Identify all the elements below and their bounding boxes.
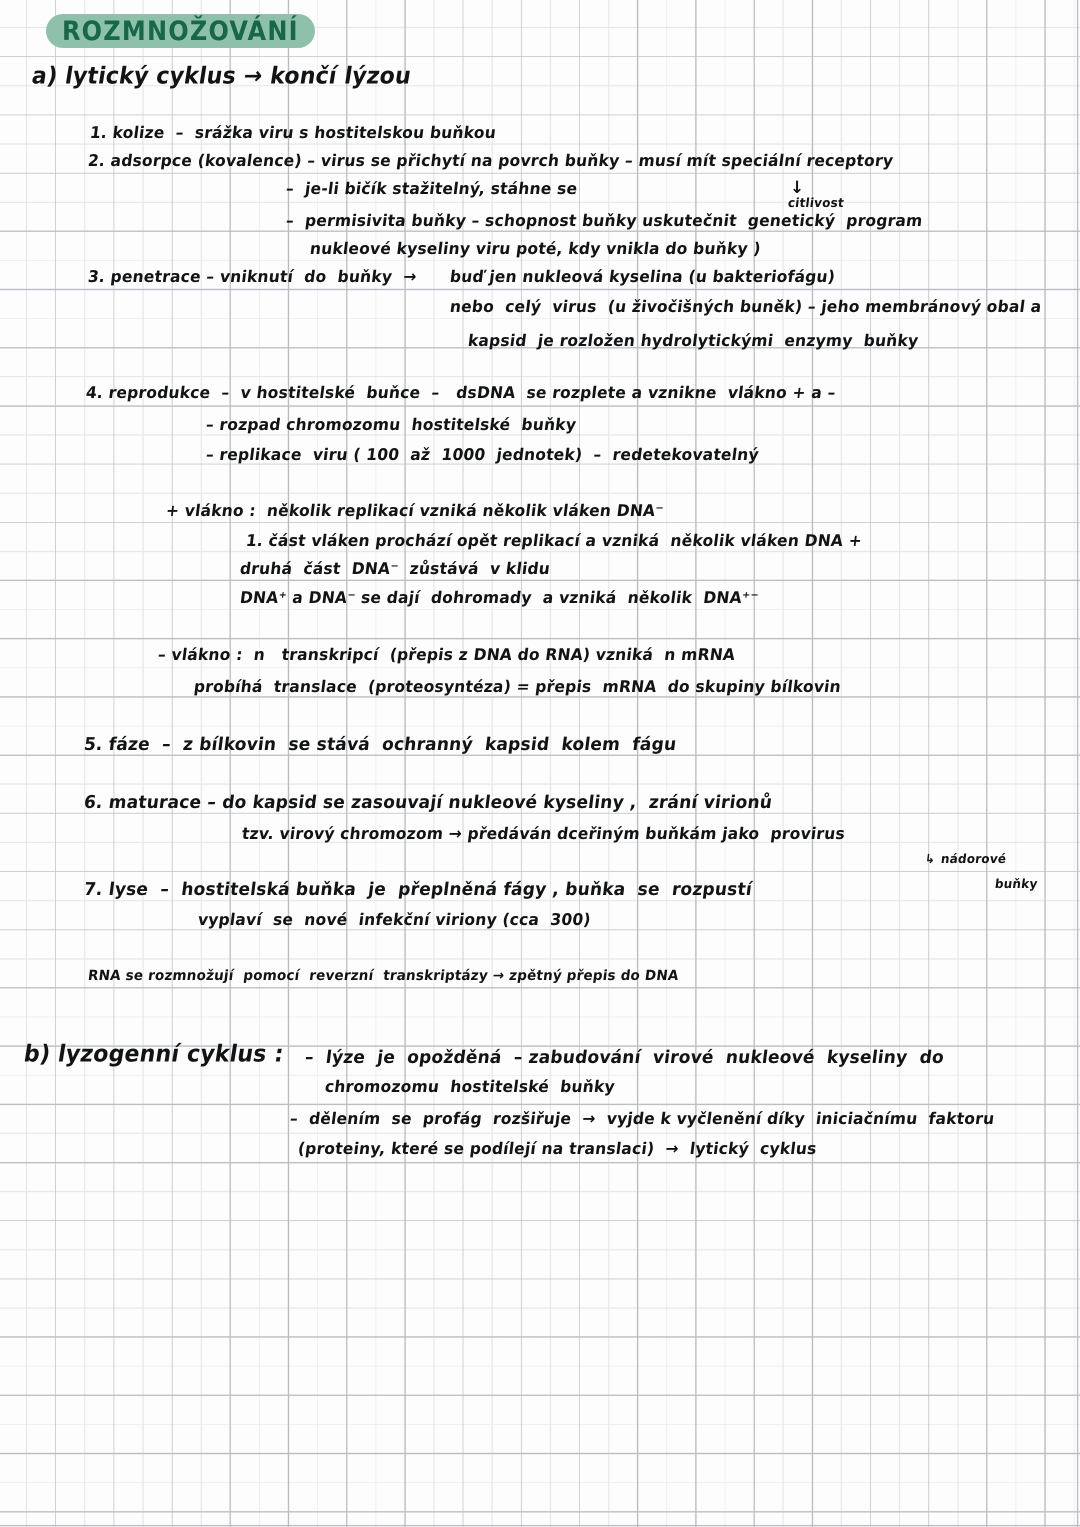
nadorove-annotation-2: buňky xyxy=(994,876,1039,892)
step-2-bullet-1: – je-li bičík stažitelný, stáhne se xyxy=(284,179,579,199)
section-b-bullet-2-line-2: (proteiny, které se podílejí na translaci) → lytický cyklus xyxy=(296,1139,818,1159)
section-a-heading: a) lytický cyklus → končí lýzou xyxy=(29,63,414,90)
plus-strand-line-3: druhá část DNA⁻ zůstává v klidu xyxy=(238,559,552,579)
section-b-heading: b) lyzogenní cyklus : xyxy=(21,1041,286,1068)
nadorove-annotation: nádorové xyxy=(940,851,1008,867)
plus-strand-line-1: + vlákno : několik replikací vzniká několik vláken DNA⁻ xyxy=(164,501,665,521)
step-4-bullet-2: – replikace viru ( 100 až 1000 jednotek) – redetekovatelný xyxy=(204,445,760,465)
nadorove-arrow-icon: ↳ xyxy=(924,851,937,867)
section-b-bullet-1-line-2: chromozomu hostitelské buňky xyxy=(323,1077,616,1097)
step-7-cont-1: vyplaví se nové infekční viriony (cca 300) xyxy=(196,910,592,930)
step-1-kolize: 1. kolize – srážka viru s hostitelskou buňkou xyxy=(88,123,498,143)
step-3-cont-3: kapsid je rozložen hydrolytickými enzymy buňky xyxy=(466,331,920,351)
page-title: ROZMNOŽOVÁNÍ xyxy=(62,15,299,47)
minus-strand-line-2: probíhá translace (proteosyntéza) = přepis mRNA do skupiny bílkovin xyxy=(192,677,843,697)
minus-strand-line-1: – vlákno : n transkripcí (přepis z DNA do RNA) vzniká n mRNA xyxy=(156,645,737,665)
step-2-adsorpce: 2. adsorpce (kovalence) – virus se přichytí na povrch buňky – musí mít speciální receptory xyxy=(86,151,895,171)
step-3-cont-1: buď jen nukleová kyselina (u bakteriofágu) xyxy=(448,267,837,287)
step-2-bullet-3: nukleové kyseliny viru poté, kdy vnikla do buňky ) xyxy=(308,239,762,259)
page-title-highlight xyxy=(46,14,315,48)
citlivost-arrow-icon: ↓ xyxy=(790,178,805,198)
step-6-cont-1: tzv. virový chromozom → předáván dceřiným buňkám jako provirus xyxy=(240,824,847,844)
step-3-cont-2: nebo celý virus (u živočišných buněk) – jeho membránový obal a xyxy=(448,297,1043,317)
step-2-bullet-2: – permisivita buňky – schopnost buňky uskutečnit genetický program xyxy=(284,211,924,231)
step-4-reprodukce: 4. reprodukce – v hostitelské buňce – dsDNA se rozplete a vznikne vlákno + a – xyxy=(84,383,837,403)
step-4-bullet-1: – rozpad chromozomu hostitelské buňky xyxy=(204,415,578,435)
step-7-lyse: 7. lyse – hostitelská buňka je přeplněná fágy , buňka se rozpustí xyxy=(82,879,754,901)
section-b-bullet-2-line-1: – dělením se profág rozšiřuje → vyjde k vyčlenění díky iniciačnímu faktoru xyxy=(288,1109,996,1129)
step-5-faze: 5. fáze – z bílkovin se stává ochranný kapsid kolem fágu xyxy=(82,734,678,756)
plus-strand-line-4: DNA⁺ a DNA⁻ se dají dohromady a vzniká několik DNA⁺⁻ xyxy=(238,588,760,608)
section-b-bullet-1-line-1: – lýze je opožděná – zabudování virové nukleové kyseliny do xyxy=(303,1047,946,1069)
step-3-penetrace: 3. penetrace – vniknutí do buňky → xyxy=(86,267,418,287)
step-6-maturace: 6. maturace – do kapsid se zasouvají nukleové kyseliny , zrání virionů xyxy=(82,792,774,814)
plus-strand-line-2: 1. část vláken prochází opět replikací a vzniká několik vláken DNA + xyxy=(244,531,864,551)
citlivost-annotation: citlivost xyxy=(787,195,845,211)
rna-reverse-transcriptase-note: RNA se rozmnožují pomocí reverzní transkriptázy → zpětný přepis do DNA xyxy=(86,967,680,985)
